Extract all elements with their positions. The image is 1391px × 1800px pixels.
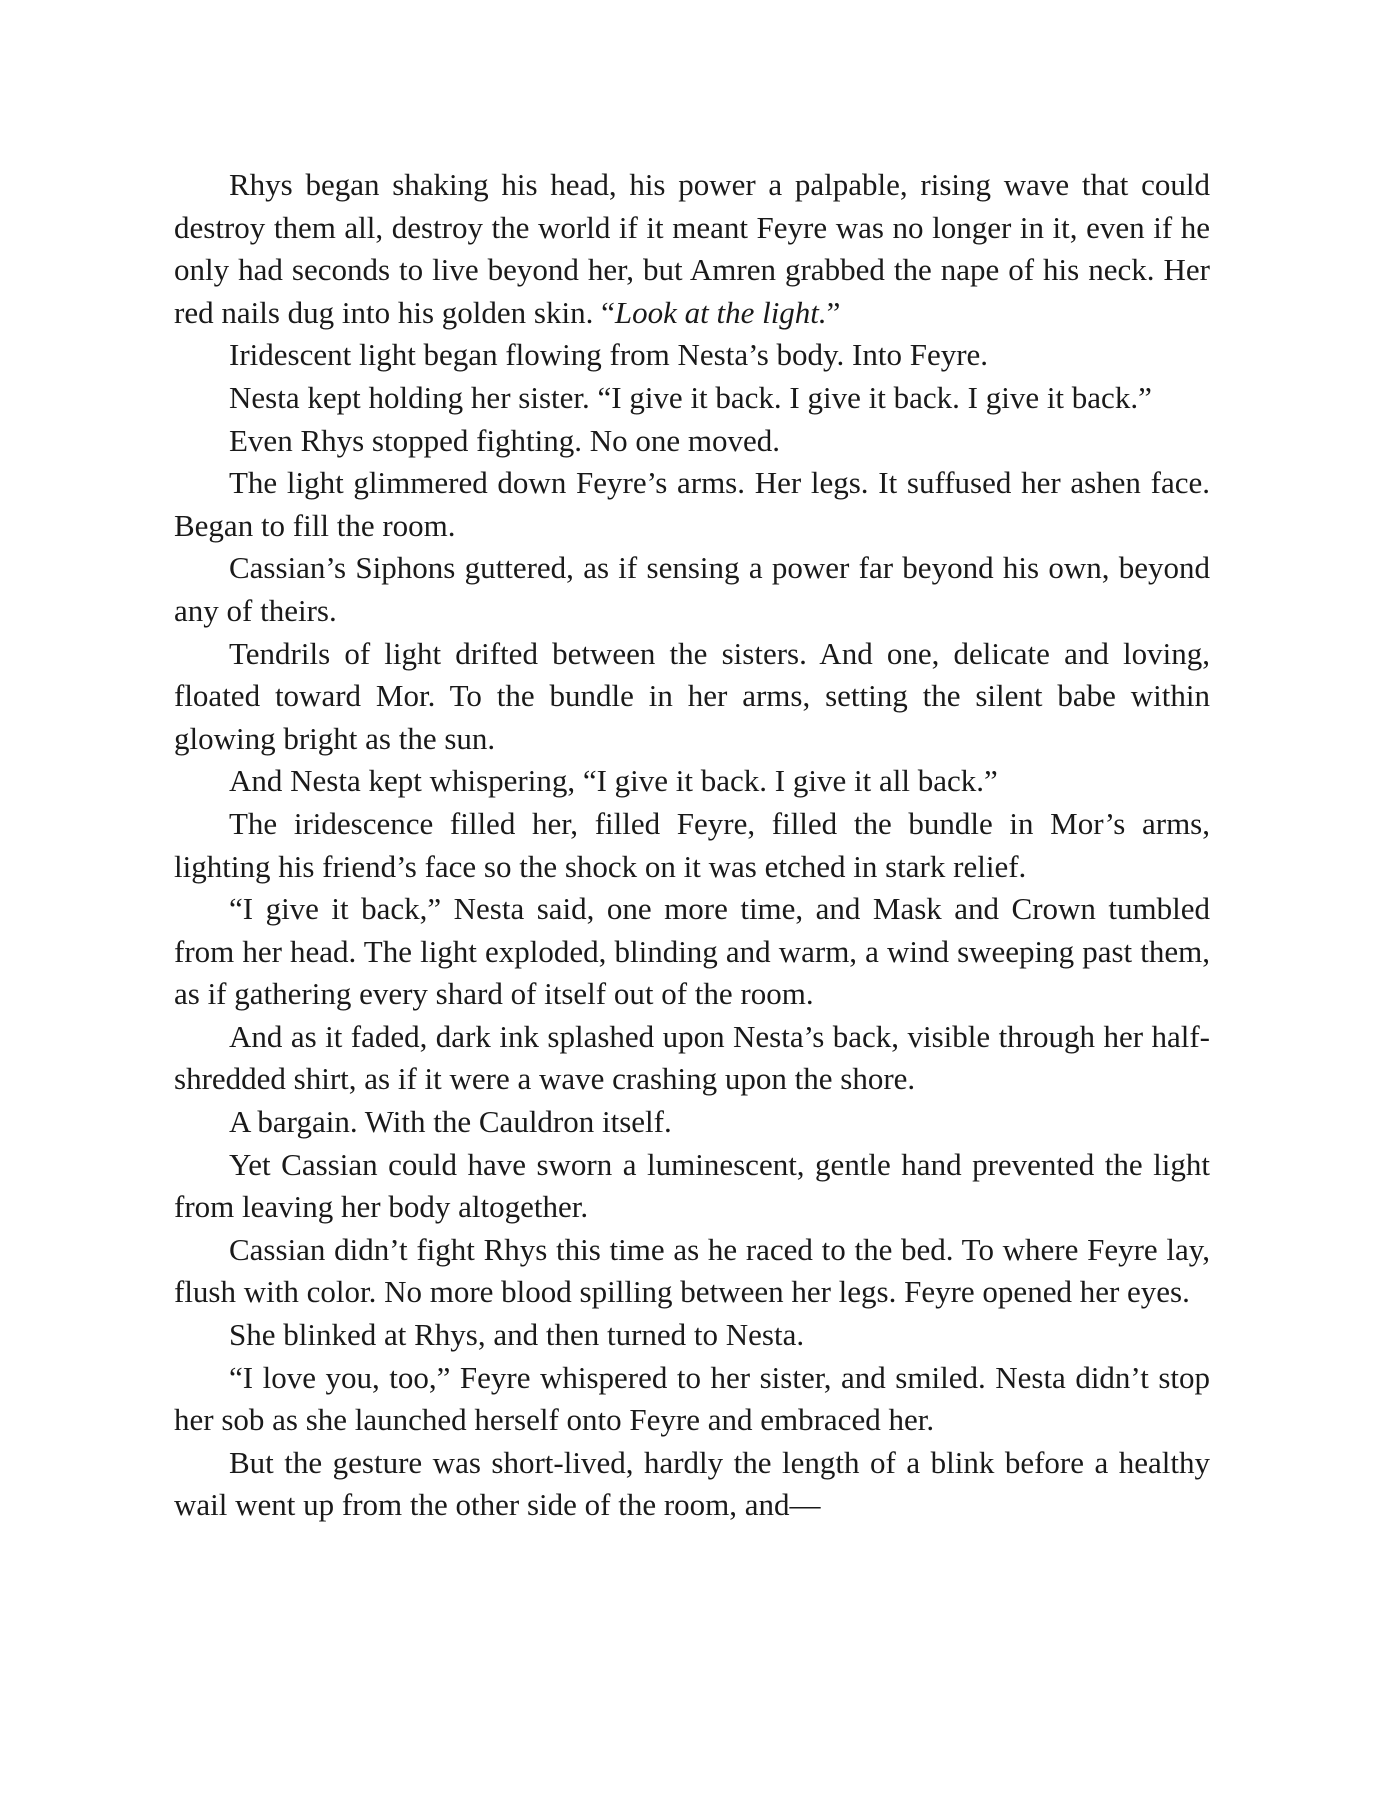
paragraph-17: But the gesture was short-lived, hardly the length of a blink before a healthy wail went up from the other side of the room, and— bbox=[174, 1444, 1210, 1523]
paragraph-12: A bargain. With the Cauldron itself. bbox=[229, 1104, 672, 1140]
paragraph-3: Nesta kept holding her sister. “I give it back. I give it back. I give it back.” bbox=[229, 379, 1152, 415]
paragraph-11: And as it faded, dark ink splashed upon Nesta’s back, visible through her half-shredded shirt, as if it were a wave crashing upon the shore. bbox=[174, 1018, 1210, 1097]
paragraph-6: Cassian’s Siphons guttered, as if sensing a power far beyond his own, beyond any of theirs. bbox=[174, 550, 1210, 628]
paragraph-5: The light glimmered down Feyre’s arms. Her legs. It suffused her ashen face. Began to fill the room. bbox=[174, 465, 1210, 543]
paragraph-text: Rhys began shaking his head, his power a palpable, rising wave that could destroy them all, destroy the world if it meant Feyre was no longer in it, even if he only had seconds to live beyond her, but Amren grabbed the nape of his neck. Her red nails dug into his golden skin. “ bbox=[174, 167, 1210, 330]
paragraph-2: Iridescent light began flowing from Nesta’s body. Into Feyre. bbox=[229, 337, 989, 373]
paragraph-14: Cassian didn’t fight Rhys this time as he raced to the bed. To where Feyre lay, flush with color. No more blood spilling between her legs. Feyre opened her eyes. bbox=[174, 1231, 1210, 1310]
paragraph-13: Yet Cassian could have sworn a luminescent, gentle hand prevented the light from leaving her body altogether. bbox=[174, 1146, 1210, 1225]
paragraph-15: She blinked at Rhys, and then turned to Nesta. bbox=[229, 1317, 805, 1353]
italic-quote: Look at the light. bbox=[614, 294, 827, 330]
paragraph-8: And Nesta kept whispering, “I give it back. I give it all back.” bbox=[229, 763, 998, 799]
paragraph-10: “I give it back,” Nesta said, one more time, and Mask and Crown tumbled from her head. The light exploded, blinding and warm, a wind sweeping past them, as if gathering every shard of itself out of the room. bbox=[174, 891, 1210, 1012]
paragraph-4: Even Rhys stopped fighting. No one moved. bbox=[229, 422, 781, 458]
paragraph-9: The iridescence filled her, filled Feyre, filled the bundle in Mor’s arms, lighting his friend’s face so the shock on it was etched in stark relief. bbox=[174, 805, 1210, 884]
book-page bbox=[174, 164, 1210, 1527]
closing-quote: ” bbox=[826, 294, 841, 330]
paragraph-7: Tendrils of light drifted between the sisters. And one, delicate and loving, floated toward Mor. To the bundle in her arms, setting the silent babe within glowing bright as the sun. bbox=[174, 635, 1210, 756]
paragraph-1 bbox=[174, 164, 1210, 334]
paragraph-16: “I love you, too,” Feyre whispered to her sister, and smiled. Nesta didn’t stop her sob as she launched herself onto Feyre and embraced her. bbox=[174, 1359, 1210, 1438]
